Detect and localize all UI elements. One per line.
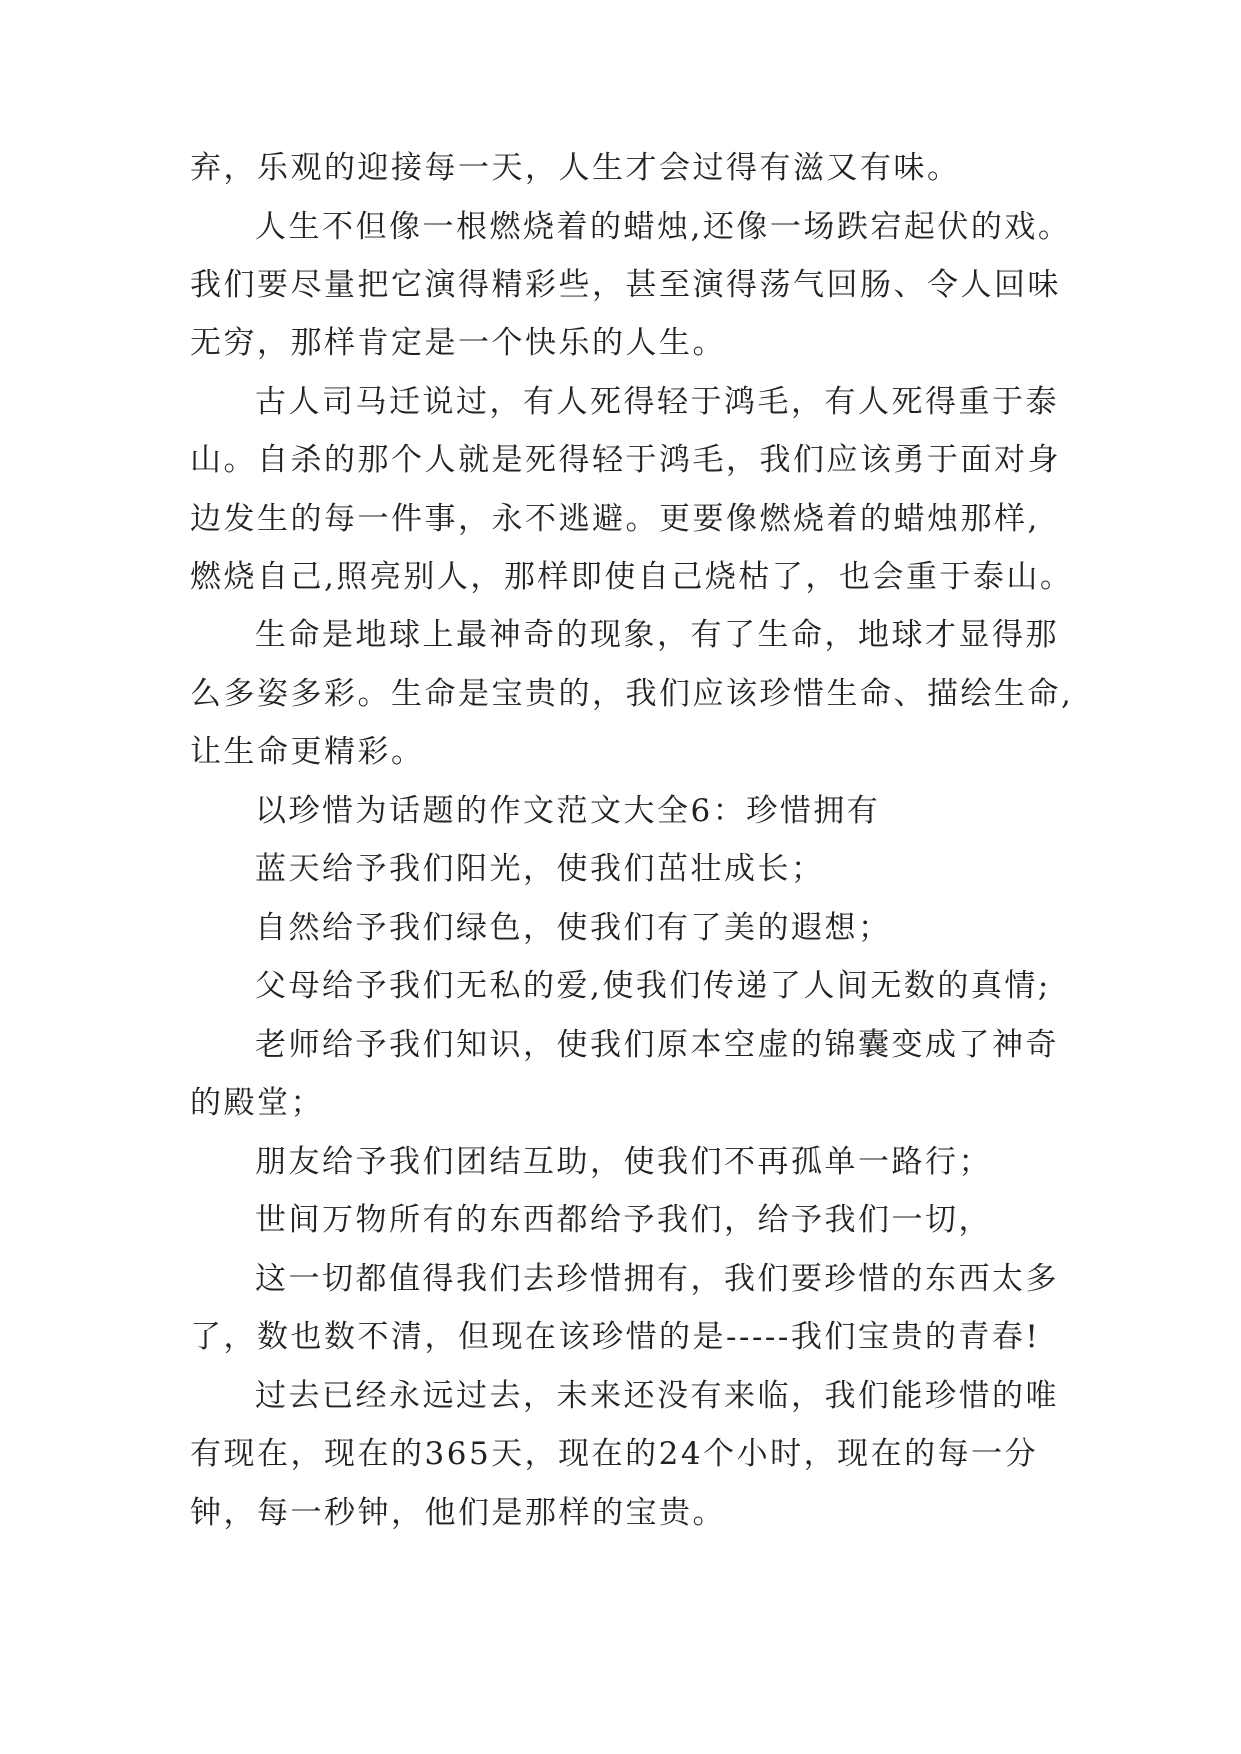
text-line: 我们要尽量把它演得精彩些，甚至演得荡气回肠、令人回味 xyxy=(190,267,1061,303)
paragraph-start-line: 古人司马迁说过，有人死得轻于鸿毛，有人死得重于泰 xyxy=(255,384,1059,420)
paragraph-start-line: 老师给予我们知识，使我们原本空虚的锦囊变成了神奇 xyxy=(255,1027,1059,1063)
section-heading: 以珍惜为话题的作文范文大全6：珍惜拥有 xyxy=(255,793,881,829)
text-line: 钟，每一秒钟，他们是那样的宝贵。 xyxy=(190,1495,726,1531)
text-line: 有现在，现在的365天，现在的24个小时，现在的每一分 xyxy=(190,1436,1039,1472)
paragraph-start-line: 蓝天给予我们阳光，使我们茁壮成长； xyxy=(255,851,825,887)
paragraph-start-line: 父母给予我们无私的爱,使我们传递了人间无数的真情; xyxy=(255,968,1051,1004)
text-line: 了，数也数不清，但现在该珍惜的是-----我们宝贵的青春! xyxy=(190,1319,1041,1355)
text-line: 燃烧自己,照亮别人，那样即使自己烧枯了，也会重于泰山。 xyxy=(190,559,1074,595)
paragraph-start-line: 朋友给予我们团结互助，使我们不再孤单一路行； xyxy=(255,1144,992,1180)
text-line: 边发生的每一件事，永不逃避。更要像燃烧着的蜡烛那样, xyxy=(190,501,1040,537)
paragraph-start-line: 过去已经永远过去，未来还没有来临，我们能珍惜的唯 xyxy=(255,1378,1059,1414)
paragraph-start-line: 自然给予我们绿色，使我们有了美的遐想； xyxy=(255,910,892,946)
paragraph-start-line: 这一切都值得我们去珍惜拥有，我们要珍惜的东西太多 xyxy=(255,1261,1059,1297)
text-line: 无穷，那样肯定是一个快乐的人生。 xyxy=(190,325,726,361)
text-line: 的殿堂； xyxy=(190,1085,324,1121)
paragraph-start-line: 人生不但像一根燃烧着的蜡烛,还像一场跌宕起伏的戏。 xyxy=(255,209,1072,245)
text-line: 弃，乐观的迎接每一天，人生才会过得有滋又有味。 xyxy=(190,150,961,186)
text-line: 让生命更精彩。 xyxy=(190,734,425,770)
paragraph-start-line: 生命是地球上最神奇的现象，有了生命，地球才显得那 xyxy=(255,617,1059,653)
paragraph-start-line: 世间万物所有的东西都给予我们，给予我们一切， xyxy=(255,1202,992,1238)
text-line: 山。自杀的那个人就是死得轻于鸿毛，我们应该勇于面对身 xyxy=(190,442,1061,478)
text-line: 么多姿多彩。生命是宝贵的，我们应该珍惜生命、描绘生命, xyxy=(190,676,1074,712)
